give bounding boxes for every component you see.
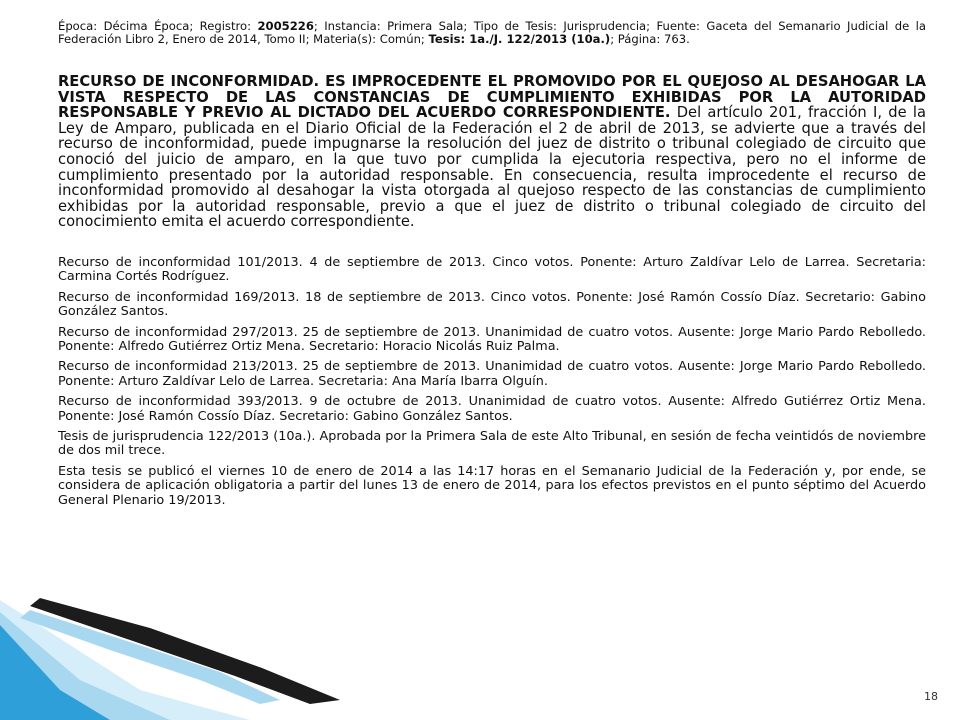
thesis-paragraph: [58, 74, 926, 230]
text-area: [58, 20, 926, 514]
thesis-metadata: [58, 20, 926, 46]
jurisprudence-approval: Tesis de jurisprudencia 122/2013 (10a.). Aprobada por la Primera Sala de este Alto Tribunal, en sesión de fecha veintidós de noviembre de dos mil trece.: [58, 429, 926, 459]
slide-number: 18: [924, 690, 938, 703]
meta-tesis: Tesis: 1a./J. 122/2013 (10a.): [428, 32, 611, 46]
precedent-5: Recurso de inconformidad 393/2013. 9 de octubre de 2013. Unanimidad de cuatro votos. Ausente: Alfredo Gutiérrez Ortiz Mena. Ponente: José Ramón Cossío Díaz. Secretario: Gabino González Santos.: [58, 394, 926, 424]
thesis-body: Del artículo 201, fracción I, de la Ley de Amparo, publicada en el Diario Oficial de la Federación el 2 de abril de 2013, se advierte que a través del recurso de inconformidad, puede impugnarse la resolución del juez de distrito o tribunal colegiado de circuito que conoció del juicio de amparo, en la que tuvo por cumplida la ejecutoria respectiva, pero no el informe de cumplimiento presentado por la autoridad responsable. En consecuencia, resulta improcedente el recurso de inconformidad promovido al desahogar la vista otorgada al quejoso respecto de las constancias de cumplimiento exhibidas por la autoridad responsable, previo a que el juez de distrito o tribunal colegiado de circuito del conocimiento emita el acuerdo correspondiente.: [58, 104, 926, 231]
thesis-heading: RECURSO DE INCONFORMIDAD. ES IMPROCEDENTE EL PROMOVIDO POR EL QUEJOSO AL DESAHOGAR LA VISTA RESPECTO DE LAS CONSTANCIAS DE CUMPLIMIENTO EXHIBIDAS POR LA AUTORIDAD RESPONSABLE Y PREVIO AL DICTADO DEL ACUERDO CORRESPONDIENTE.: [58, 73, 926, 122]
meta-suffix: ; Página: 763.: [610, 32, 690, 46]
precedent-1: Recurso de inconformidad 101/2013. 4 de septiembre de 2013. Cinco votos. Ponente: Arturo Zaldívar Lelo de Larrea. Secretaria: Carmina Cortés Rodríguez.: [58, 254, 926, 285]
meta-middle: ; Instancia: Primera Sala; Tipo de Tesis: Jurisprudencia; Fuente: Gaceta del Semanario Judicial de la Federación Libro 2, Enero de 2014, Tomo II; Materia(s): Común;: [58, 19, 926, 46]
publication-note: Esta tesis se publicó el viernes 10 de enero de 2014 a las 14:17 horas en el Semanario Judicial de la Federación y, por ende, se considera de aplicación obligatoria a partir del lunes 13 de enero de 2014, para los efectos previstos en el punto séptimo del Acuerdo General Plenario 19/2013.: [58, 463, 926, 508]
precedent-4: Recurso de inconformidad 213/2013. 25 de septiembre de 2013. Unanimidad de cuatro votos. Ausente: Jorge Mario Pardo Rebolledo. Ponente: Arturo Zaldívar Lelo de Larrea. Secretaria: Ana María Ibarra Olguín.: [58, 359, 926, 389]
precedent-3: Recurso de inconformidad 297/2013. 25 de septiembre de 2013. Unanimidad de cuatro votos. Ausente: Jorge Mario Pardo Rebolledo. Ponente: Alfredo Gutiérrez Ortiz Mena. Secretario: Horacio Nicolás Ruiz Palma.: [58, 324, 926, 354]
precedent-2: Recurso de inconformidad 169/2013. 18 de septiembre de 2013. Cinco votos. Ponente: José Ramón Cossío Díaz. Secretario: Gabino González Santos.: [58, 289, 926, 320]
meta-prefix: Época: Décima Época; Registro:: [58, 19, 258, 33]
meta-registro: 2005226: [257, 19, 314, 33]
